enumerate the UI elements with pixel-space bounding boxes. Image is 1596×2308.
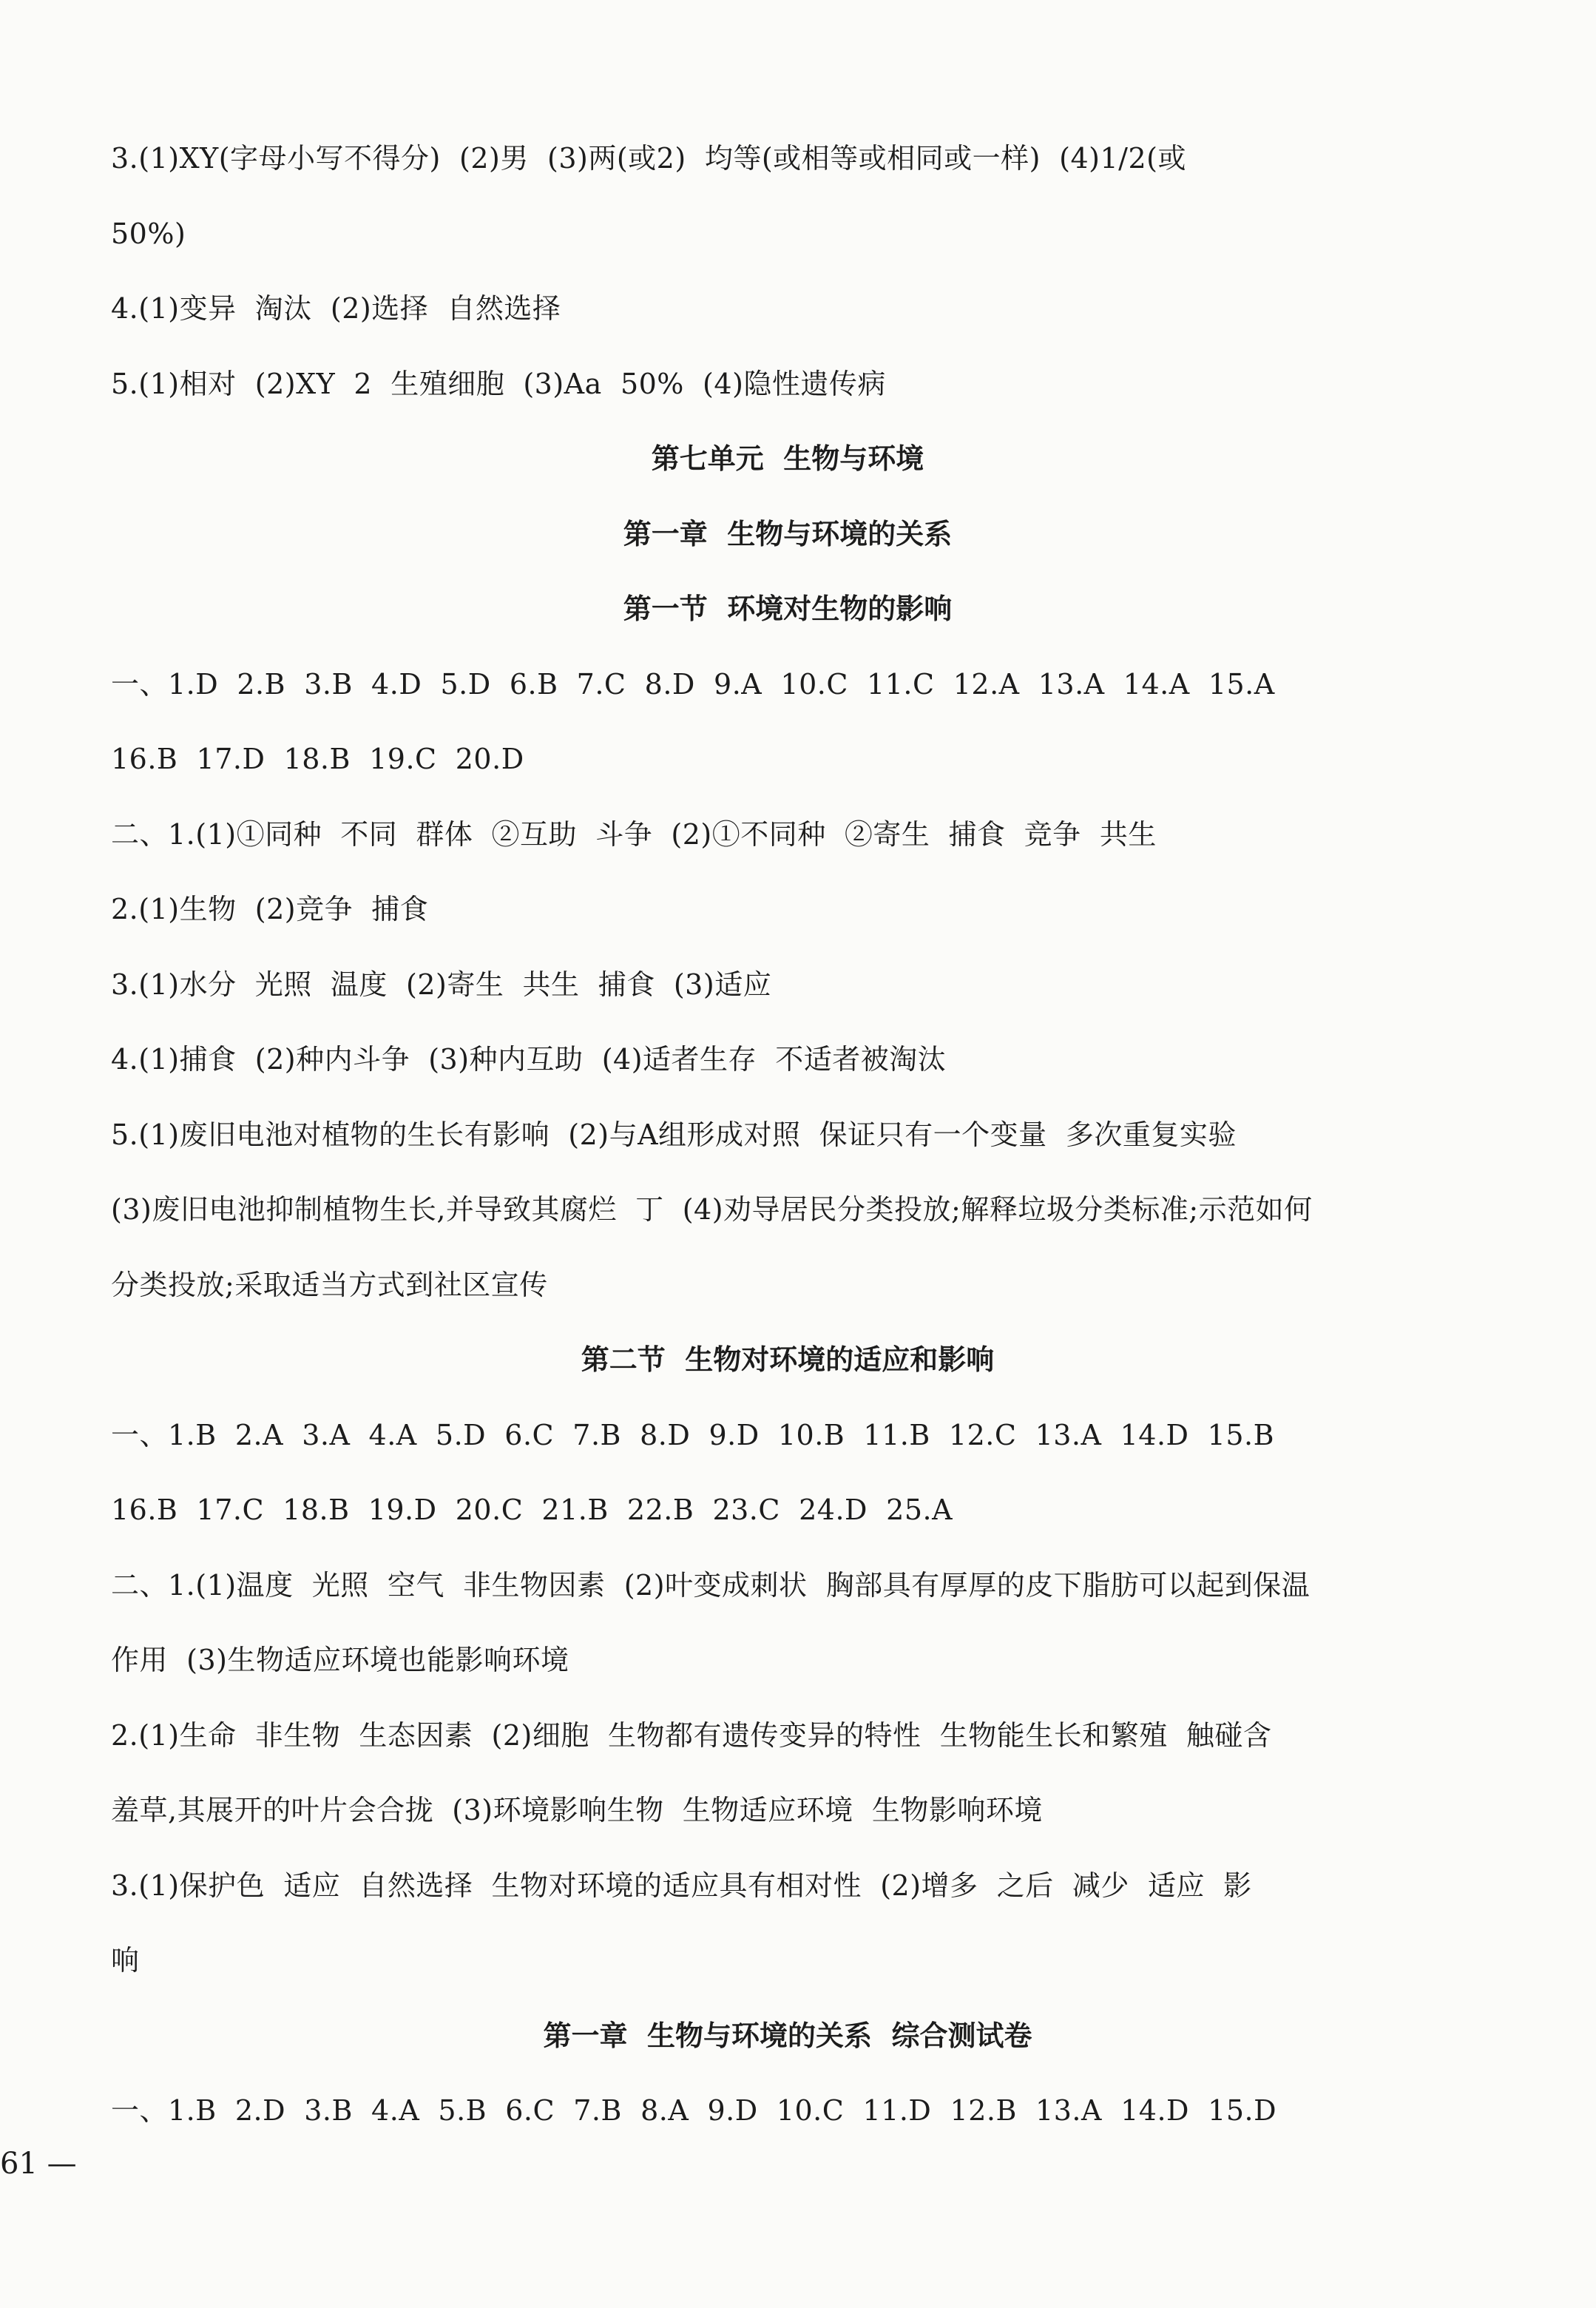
- answer-line: 2.(1)生物 (2)竞争 捕食: [111, 893, 429, 925]
- answer-line: 16.B 17.D 18.B 19.C 20.D: [111, 743, 524, 775]
- unit-heading: 第七单元 生物与环境: [651, 442, 924, 475]
- answer-line: 3.(1)水分 光照 温度 (2)寄生 共生 捕食 (3)适应: [111, 968, 772, 1001]
- section-heading: 第一节 环境对生物的影响: [623, 593, 953, 625]
- answer-line: 一、1.B 2.D 3.B 4.A 5.B 6.C 7.B 8.A 9.D 10.C 11.D 12.B 13.A 14.D 15.D: [111, 2094, 1277, 2127]
- answer-line: 5.(1)废旧电池对植物的生长有影响 (2)与A组形成对照 保证只有一个变量 多次重复实验: [111, 1118, 1237, 1151]
- chapter-heading: 第一章 生物与环境的关系: [623, 518, 953, 550]
- section-heading: 第二节 生物对环境的适应和影响: [581, 1343, 995, 1376]
- answer-line: 一、1.B 2.A 3.A 4.A 5.D 6.C 7.B 8.D 9.D 10.B 11.B 12.C 13.A 14.D 15.B: [111, 1419, 1275, 1451]
- answer-line: 5.(1)相对 (2)XY 2 生殖细胞 (3)Aa 50% (4)隐性遗传病: [111, 368, 886, 400]
- answer-line: 作用 (3)生物适应环境也能影响环境: [111, 1644, 569, 1676]
- answer-line: 羞草,其展开的叶片会合拢 (3)环境影响生物 生物适应环境 生物影响环境: [111, 1794, 1043, 1826]
- answer-line: (3)废旧电池抑制植物生长,并导致其腐烂 丁 (4)劝导居民分类投放;解释垃圾分类标准;示范如何: [111, 1193, 1313, 1226]
- page-number: 61 —: [0, 2147, 77, 2181]
- answer-line: 2.(1)生命 非生物 生态因素 (2)细胞 生物都有遗传变异的特性 生物能生长和繁殖 触碰含: [111, 1719, 1272, 1752]
- answer-line: 分类投放;采取适当方式到社区宣传: [111, 1269, 548, 1301]
- answer-line: 3.(1)XY(字母小写不得分) (2)男 (3)两(或2) 均等(或相等或相同或一样) (4)1/2(或: [111, 142, 1186, 175]
- answer-line: 响: [111, 1944, 140, 1977]
- answer-line: 4.(1)捕食 (2)种内斗争 (3)种内互助 (4)适者生存 不适者被淘汰: [111, 1043, 947, 1076]
- answer-line: 16.B 17.C 18.B 19.D 20.C 21.B 22.B 23.C 24.D 25.A: [111, 1494, 953, 1526]
- answer-line: 二、1.(1)①同种 不同 群体 ②互助 斗争 (2)①不同种 ②寄生 捕食 竞争 共生: [111, 818, 1157, 851]
- answer-line: 4.(1)变异 淘汰 (2)选择 自然选择: [111, 292, 561, 325]
- test-heading: 第一章 生物与环境的关系 综合测试卷: [543, 2020, 1032, 2052]
- answer-line: 二、1.(1)温度 光照 空气 非生物因素 (2)叶变成刺状 胸部具有厚厚的皮下脂肪可以起到保温: [111, 1569, 1311, 1602]
- answer-line: 50%): [111, 217, 186, 250]
- answer-line: 3.(1)保护色 适应 自然选择 生物对环境的适应具有相对性 (2)增多 之后 减少 适应 影: [111, 1869, 1252, 1902]
- answer-line: 一、1.D 2.B 3.B 4.D 5.D 6.B 7.C 8.D 9.A 10.C 11.C 12.A 13.A 14.A 15.A: [111, 668, 1275, 701]
